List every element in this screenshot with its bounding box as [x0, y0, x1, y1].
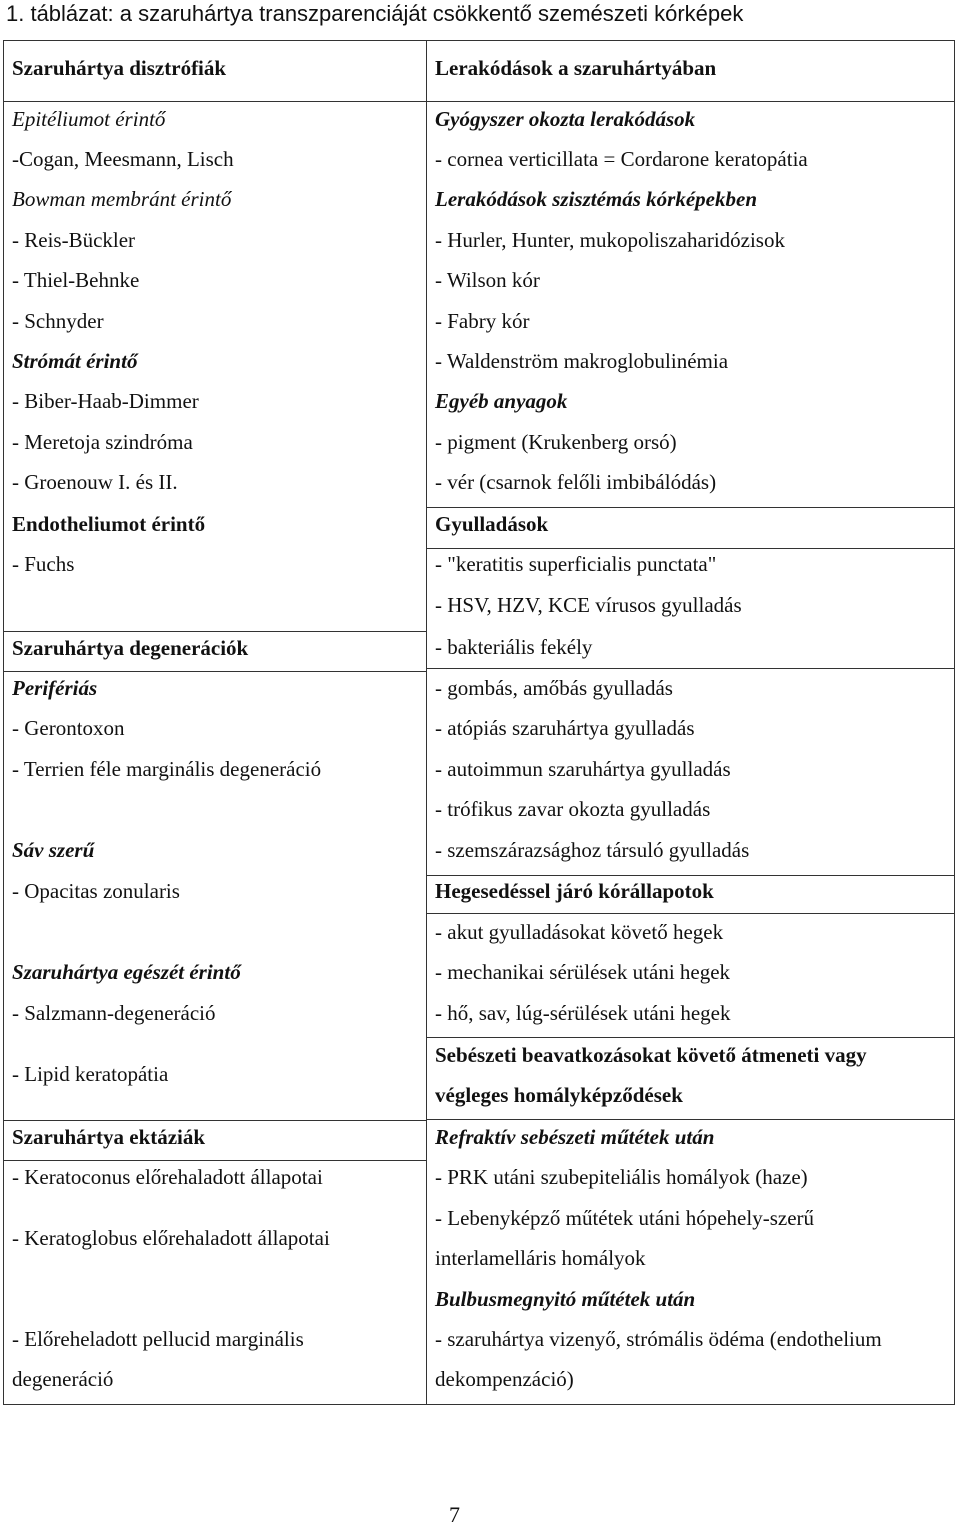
- right-item: - hő, sav, lúg-sérülések utáni hegek: [435, 1001, 731, 1025]
- right-item: - pigment (Krukenberg orsó): [435, 430, 677, 454]
- left-item: - Keratoglobus előrehaladott állapotai: [12, 1226, 330, 1250]
- left-item: -Cogan, Meesmann, Lisch: [12, 147, 234, 171]
- row-divider: [427, 875, 955, 876]
- left-item: - Lipid keratopátia: [12, 1062, 169, 1086]
- right-header: Lerakódások a szaruhártyában: [435, 56, 717, 80]
- row-divider: [427, 668, 955, 669]
- left-item: - Terrien féle marginális degeneráció: [12, 757, 322, 781]
- right-item: - szaruhártya vizenyő, strómális ödéma (endothelium: [435, 1327, 882, 1351]
- right-item: - trófikus zavar okozta gyulladás: [435, 797, 711, 821]
- left-item: - Reis-Bückler: [12, 228, 136, 252]
- row-divider: [427, 1119, 955, 1120]
- right-item: - PRK utáni szubepiteliális homályok (haze): [435, 1165, 808, 1189]
- right-subheading: Gyógyszer okozta lerakódások: [435, 107, 696, 131]
- row-divider: [3, 101, 955, 102]
- right-item: - Lebenyképző műtétek utáni hópehely-szerű: [435, 1206, 815, 1230]
- left-subheading: Epitéliumot érintő: [12, 107, 166, 131]
- left-item: - Thiel-Behnke: [12, 268, 140, 292]
- left-item: - Biber-Haab-Dimmer: [12, 389, 199, 413]
- row-divider: [427, 1037, 955, 1038]
- right-item: - Waldenström makroglobulinémia: [435, 349, 729, 373]
- row-divider: [427, 548, 955, 549]
- row-divider: [3, 671, 427, 672]
- left-item: - Salzmann-degeneráció: [12, 1001, 216, 1025]
- right-subheading: Refraktív sebészeti műtétek után: [435, 1125, 715, 1149]
- left-item: degeneráció: [12, 1367, 114, 1391]
- left-section-header: Szaruhártya ektáziák: [12, 1125, 206, 1149]
- right-item: - bakteriális fekély: [435, 635, 593, 659]
- right-item: - vér (csarnok felőli imbibálódás): [435, 470, 717, 494]
- right-item: - szemszárazsághoz társuló gyulladás: [435, 838, 750, 862]
- right-item: interlamelláris homályok: [435, 1246, 646, 1270]
- left-item: - Fuchs: [12, 552, 75, 576]
- left-subheading: Strómát érintő: [12, 349, 138, 373]
- right-item: - "keratitis superficialis punctata": [435, 552, 717, 576]
- left-item: - Gerontoxon: [12, 716, 125, 740]
- right-item: - HSV, HZV, KCE vírusos gyulladás: [435, 593, 742, 617]
- left-subheading: Bowman membránt érintő: [12, 187, 232, 211]
- row-divider: [427, 507, 955, 508]
- right-item: - akut gyulladásokat követő hegek: [435, 920, 724, 944]
- right-item: - Hurler, Hunter, mukopoliszaharidózisok: [435, 228, 785, 252]
- right-item: dekompenzáció): [435, 1367, 574, 1391]
- right-item: - mechanikai sérülések utáni hegek: [435, 960, 731, 984]
- left-item: - Groenouw I. és II.: [12, 470, 178, 494]
- right-section-header: végleges homályképződések: [435, 1083, 683, 1107]
- column-divider: [426, 40, 427, 1405]
- right-subheading: Lerakódások szisztémás kórképekben: [435, 187, 757, 211]
- row-divider: [3, 1160, 427, 1161]
- right-section-header: Gyulladások: [435, 512, 549, 536]
- right-item: - atópiás szaruhártya gyulladás: [435, 716, 695, 740]
- row-divider: [3, 631, 427, 632]
- left-item: - Keratoconus előrehaladott állapotai: [12, 1165, 323, 1189]
- left-item: - Schnyder: [12, 309, 104, 333]
- right-section-header: Sebészeti beavatkozásokat követő átmeneti vagy: [435, 1043, 867, 1067]
- left-subheading: Sáv szerű: [12, 838, 95, 862]
- left-item: - Meretoja szindróma: [12, 430, 193, 454]
- right-item: - Wilson kór: [435, 268, 540, 292]
- right-item: - cornea verticillata = Cordarone keratopátia: [435, 147, 808, 171]
- left-item: - Opacitas zonularis: [12, 879, 180, 903]
- row-divider: [3, 1120, 427, 1121]
- page-number: 7: [449, 1502, 460, 1527]
- right-subheading: Egyéb anyagok: [435, 389, 568, 413]
- left-subheading: Perifériás: [12, 676, 98, 700]
- left-subheading: Szaruhártya egészét érintő: [12, 960, 241, 984]
- right-item: - Fabry kór: [435, 309, 530, 333]
- right-item: - autoimmun szaruhártya gyulladás: [435, 757, 731, 781]
- left-item: - Előreheladott pellucid marginális: [12, 1327, 304, 1351]
- left-subheading: Endotheliumot érintő: [12, 512, 206, 536]
- left-section-header: Szaruhártya degenerációk: [12, 636, 249, 660]
- left-header: Szaruhártya disztrófiák: [12, 56, 227, 80]
- row-divider: [427, 913, 955, 914]
- right-section-header: Hegesedéssel járó kórállapotok: [435, 879, 714, 903]
- table-caption: 1. táblázat: a szaruhártya transzparenciáját csökkentő szemészeti kórképek: [6, 1, 744, 26]
- right-subheading: Bulbusmegnyitó műtétek után: [435, 1287, 696, 1311]
- right-item: - gombás, amőbás gyulladás: [435, 676, 673, 700]
